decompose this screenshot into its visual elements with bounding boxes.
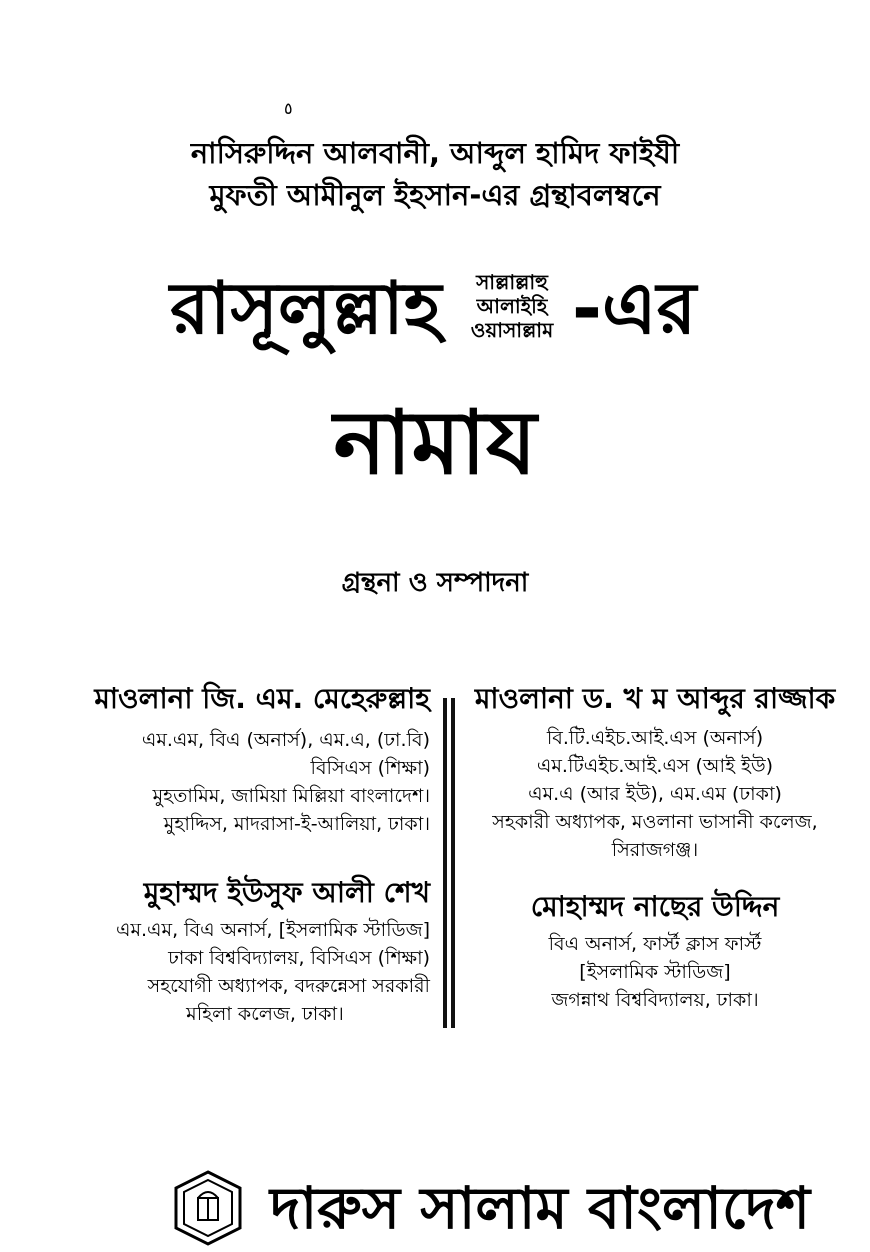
title-er: -এর: [572, 266, 697, 350]
book-title: [0, 258, 870, 368]
author-credential: মুহাদ্দিস, মাদরাসা-ই-আলিয়া, ঢাকা।: [163, 813, 430, 835]
author-credential: মহিলা কলেজ, ঢাকা।: [186, 1003, 344, 1025]
compiled-edited-label: গ্রন্থনা ও সম্পাদনা: [341, 568, 529, 598]
darussalam-logo-icon: [168, 1168, 248, 1248]
column-divider: [443, 698, 447, 1028]
salawat-line-1: সাল্লাল্লাহু: [476, 270, 548, 294]
page-speck: ٥: [284, 99, 293, 118]
author-right-2: [470, 888, 840, 1014]
author-credential: এম.টিএইচ.আই.এস (আই ইউ): [536, 755, 774, 777]
author-credential: বিসিএস (শিক্ষা): [310, 757, 430, 779]
author-credential: জগন্নাথ বিশ্ববিদ্যালয়, ঢাকা।: [551, 989, 759, 1011]
publisher-name: দারুস সালাম বাংলাদেশ: [270, 1174, 811, 1242]
author-credential: সহকারী অধ্যাপক, মওলানা ভাসানী কলেজ,: [492, 811, 818, 833]
title-namaz: নামায: [333, 391, 537, 494]
title-rasulullah: রাসূলুল্লাহ: [170, 266, 442, 350]
author-credential: এম.এ (আর ইউ), এম.এম (ঢাকা): [528, 783, 782, 805]
author-credential: মুহতামিম, জামিয়া মিল্লিয়া বাংলাদেশ।: [152, 785, 430, 807]
author-credential: সহযোগী অধ্যাপক, বদরুন্নেসা সরকারী: [147, 975, 430, 997]
author-credential: ঢাকা বিশ্ববিদ্যালয়, বিসিএস (শিক্ষা): [168, 947, 430, 969]
column-divider: [451, 698, 455, 1028]
author-credential: বি.টি.এইচ.আই.এস (অনার্স): [546, 727, 764, 749]
author-credential: [ইসলামিক স্টাডিজ]: [579, 961, 731, 983]
salawat-line-3: ওয়াসাল্লাম: [470, 318, 554, 342]
author-name: মাওলানা জি. এম. মেহেরুল্লাহ: [94, 682, 430, 715]
salawat-stack: [452, 270, 572, 342]
author-name: মোহাম্মদ নাছের উদ্দিন: [530, 890, 780, 923]
author-credential: সিরাজগঞ্জ।: [611, 839, 699, 861]
source-basis-line-1: নাসিরুদ্দিন আলবানী, আব্দুল হামিদ ফাইযী: [190, 136, 680, 170]
author-left-2: [60, 874, 430, 1028]
salawat-line-2: আলাইহি: [476, 294, 548, 318]
author-credential: বিএ অনার্স, ফার্স্ট ক্লাস ফার্স্ট: [548, 933, 762, 955]
author-left-1: [60, 680, 430, 838]
author-name: মুহাম্মদ ইউসুফ আলী শেখ: [143, 876, 430, 909]
author-credential: এম.এম, বিএ অনার্স, [ইসলামিক স্টাডিজ]: [116, 919, 430, 941]
author-name: মাওলানা ড. খ ম আব্দুর রাজ্জাক: [474, 682, 836, 715]
author-credential: এম.এম, বিএ (অনার্স), এম.এ, (ঢা.বি): [141, 729, 430, 751]
author-right-1: [470, 680, 840, 864]
source-basis-line-2: মুফতী আমীনুল ইহসান-এর গ্রন্থাবলম্বনে: [209, 178, 661, 212]
